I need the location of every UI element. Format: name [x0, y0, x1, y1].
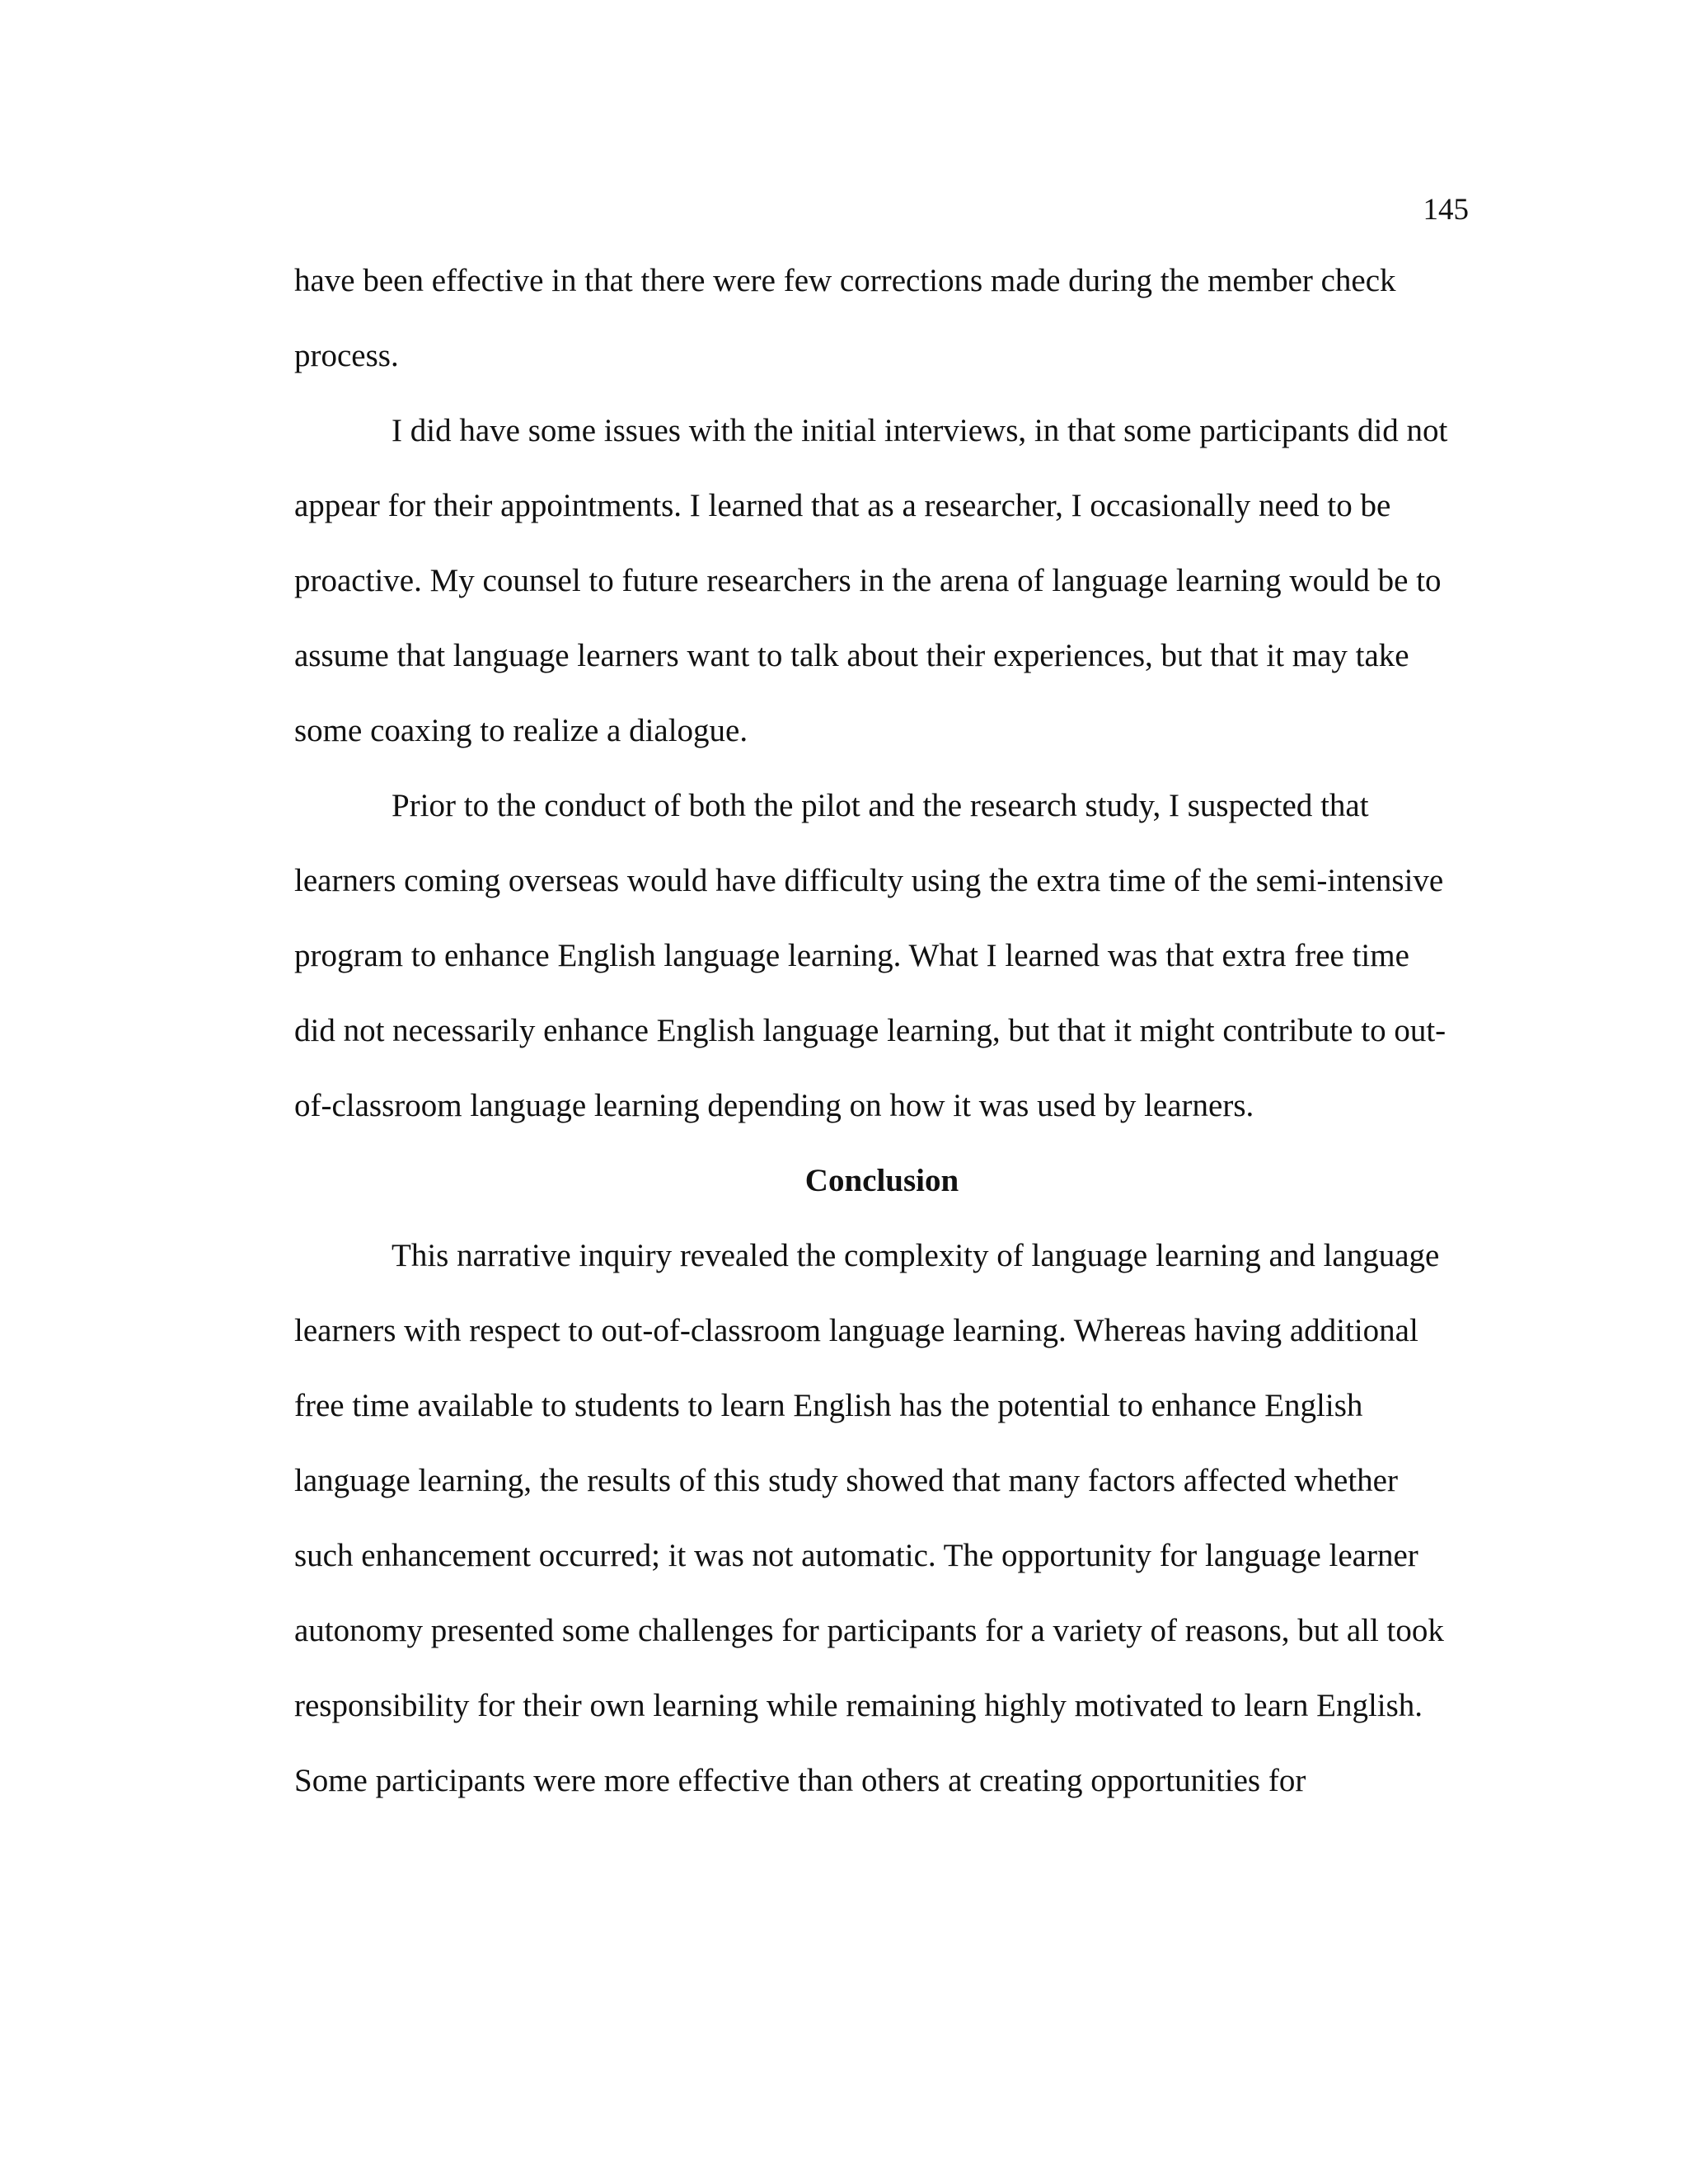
body-line: did not necessarily enhance English language learning, but that it might contribute to out-: [294, 1013, 1447, 1048]
paragraph-first-line: This narrative inquiry revealed the complexity of language learning and language: [392, 1238, 1440, 1273]
page-number: 145: [1423, 193, 1469, 227]
body-line: responsibility for their own learning while remaining highly motivated to learn English.: [294, 1688, 1423, 1723]
paragraph-first-line: Prior to the conduct of both the pilot and the research study, I suspected that: [392, 788, 1369, 823]
body-line: autonomy presented some challenges for participants for a variety of reasons, but all took: [294, 1613, 1444, 1648]
body-line: have been effective in that there were few corrections made during the member check: [294, 263, 1396, 298]
section-heading: Conclusion: [804, 1163, 959, 1198]
body-line: appear for their appointments. I learned that as a researcher, I occasionally need to be: [294, 488, 1391, 523]
body-line: program to enhance English language learning. What I learned was that extra free time: [294, 938, 1409, 973]
body-line: language learning, the results of this study showed that many factors affected whether: [294, 1463, 1398, 1498]
body-line: some coaxing to realize a dialogue.: [294, 713, 748, 748]
body-line: free time available to students to learn English has the potential to enhance English: [294, 1388, 1363, 1423]
body-line: of-classroom language learning depending on how it was used by learners.: [294, 1088, 1254, 1123]
body-line: proactive. My counsel to future researchers in the arena of language learning would be to: [294, 563, 1442, 598]
body-line: learners coming overseas would have difficulty using the extra time of the semi-intensive: [294, 863, 1444, 898]
paragraph-first-line: I did have some issues with the initial interviews, in that some participants did not: [392, 413, 1448, 448]
body-line: process.: [294, 338, 399, 373]
body-line: Some participants were more effective than others at creating opportunities for: [294, 1763, 1306, 1798]
body-line: such enhancement occurred; it was not automatic. The opportunity for language learner: [294, 1538, 1418, 1573]
body-line: learners with respect to out-of-classroom language learning. Whereas having additional: [294, 1313, 1418, 1348]
body-line: assume that language learners want to talk about their experiences, but that it may take: [294, 638, 1409, 673]
